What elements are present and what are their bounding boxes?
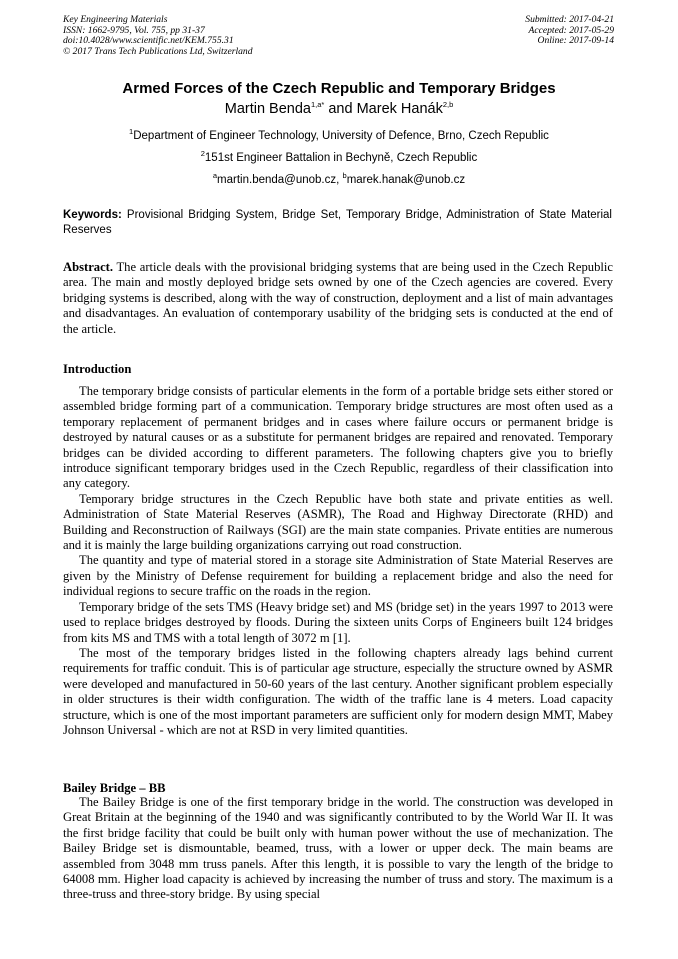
section-heading-introduction: Introduction xyxy=(63,362,132,376)
email-address: martin.benda@unob.cz, xyxy=(217,174,343,186)
journal-copyright: © 2017 Trans Tech Publications Ltd, Switzerland xyxy=(63,45,253,57)
keywords-text: Provisional Bridging System, Bridge Set, Temporary Bridge, Administration of State Material Reserves xyxy=(63,209,612,236)
date-online: Online: 2017-09-14 xyxy=(537,35,614,47)
abstract-text: The article deals with the provisional bridging systems that are being used in the Czech Republic area. The main and mostly deployed bridge sets owned by one of the Czech agencies are covered. Every bridging systems is described, along with the way of construction, deployment and a list of main advantages and disadvantages. An evaluation of contemporary usability of the bridging sets is conducted at the end of the article. xyxy=(63,260,613,336)
author-superscript: 1,a* xyxy=(310,100,325,110)
email-address: marek.hanak@unob.cz xyxy=(346,174,466,186)
affiliation-superscript: 2 xyxy=(200,149,205,159)
keywords-label: Keywords: xyxy=(63,209,122,221)
introduction-body xyxy=(63,384,613,738)
author-name: Marek Hanák xyxy=(356,101,443,117)
journal-issn: ISSN: 1662-9795, Vol. 755, pp 31-37 xyxy=(63,24,205,36)
affiliation-text: Department of Engineer Technology, University of Defence, Brno, Czech Republic xyxy=(133,130,549,142)
author-conjunction: and xyxy=(324,101,357,117)
affiliation-2 xyxy=(0,149,678,164)
journal-doi: doi:10.4028/www.scientific.net/KEM.755.31 xyxy=(63,35,234,47)
paragraph: The most of the temporary bridges listed in the following chapters already lags behind current requirements for traffic conduit. This is of particular age structure, especially the structure owned by ASMR were developed and manufactured in 50-60 years of the last century. Another significant problem especially in older structures is their width configuration. The width of the traffic lane is 4 meters. Load capacity structure, which is one of the most important parameters are sufficient only for modern design MMT, Mabey Johnson Universal - which are not at RSD in very limited quantities. xyxy=(63,645,613,737)
author-superscript: 2,b xyxy=(442,100,454,110)
affiliation-1 xyxy=(0,127,678,142)
abstract-label: Abstract. xyxy=(63,260,114,274)
paragraph: Temporary bridge structures in the Czech Republic have both state and private entities as well. Administration of State Material Reserves (ASMR), The Road and Highway Directorate (RHD) and Building and Reconstruction of Railways (SGI) are the main state companies. Private entities are numerous and it is mainly the large building organizations carrying out road construction. xyxy=(63,491,613,553)
author-name: Martin Benda xyxy=(224,101,311,117)
paper-title: Armed Forces of the Czech Republic and Temporary Bridges xyxy=(122,80,556,97)
affiliation-text: 151st Engineer Battalion in Bechyně, Czech Republic xyxy=(204,152,478,164)
journal-info xyxy=(63,15,253,57)
author-line xyxy=(0,101,678,117)
date-accepted: Accepted: 2017-05-29 xyxy=(528,24,614,36)
email-superscript: b xyxy=(342,171,347,181)
paragraph: Temporary bridge of the sets TMS (Heavy bridge set) and MS (bridge set) in the years 1997 to 2013 were used to replace bridges destroyed by floods. During the sixteen units Corps of Engineers built 124 bridges from kits MS and TMS with a total length of 3072 m [1]. xyxy=(63,599,613,645)
email-superscript: a xyxy=(212,171,218,181)
date-submitted: Submitted: 2017-04-21 xyxy=(525,14,614,25)
author-emails xyxy=(0,171,678,186)
keywords xyxy=(63,208,612,238)
publication-dates xyxy=(525,15,614,47)
abstract xyxy=(63,260,613,337)
bailey-bridge-body xyxy=(63,795,613,903)
paragraph: The temporary bridge consists of particular elements in the form of a portable bridge sets either stored or assembled bridge forming part of a communication. Temporary bridge structures are most often used as a temporary replacement of permanent bridges and in cases where failure occurs or permanent bridge is destroyed by natural causes or as a substitute for permanent bridges are repaired and renovated. Temporary bridges can be divided according to different parameters. The following chapters give you to briefly introduce significant temporary bridges used in the Czech Republic, regardless of their classification into any category. xyxy=(63,384,613,491)
section-heading-bailey-bridge: Bailey Bridge – BB xyxy=(63,781,166,795)
journal-name: Key Engineering Materials xyxy=(63,14,168,25)
paragraph: The quantity and type of material stored in a storage site Administration of State Material Reserves are given by the Ministry of Defense requirement for building a replacement bridge and also the need for individual regions to secure traffic on the roads in the region. xyxy=(63,553,613,599)
paragraph: The Bailey Bridge is one of the first temporary bridge in the world. The construction was developed in Great Britain at the beginning of the 1940 and was significantly contributed to by the World War II. It was the first bridge facility that could be built only with human power without the use of mechanization. The Bailey Bridge set is dismountable, beamed, truss, with a lower or upper deck. The main beams are assembled from 3048 mm truss panels. After this length, it is possible to vary the length of the bridge to 64008 mm. Higher load capacity is achieved by increasing the number of truss and story. The maximum is a three-truss and three-story bridge. By using special xyxy=(63,795,613,902)
affiliation-superscript: 1 xyxy=(129,127,134,137)
